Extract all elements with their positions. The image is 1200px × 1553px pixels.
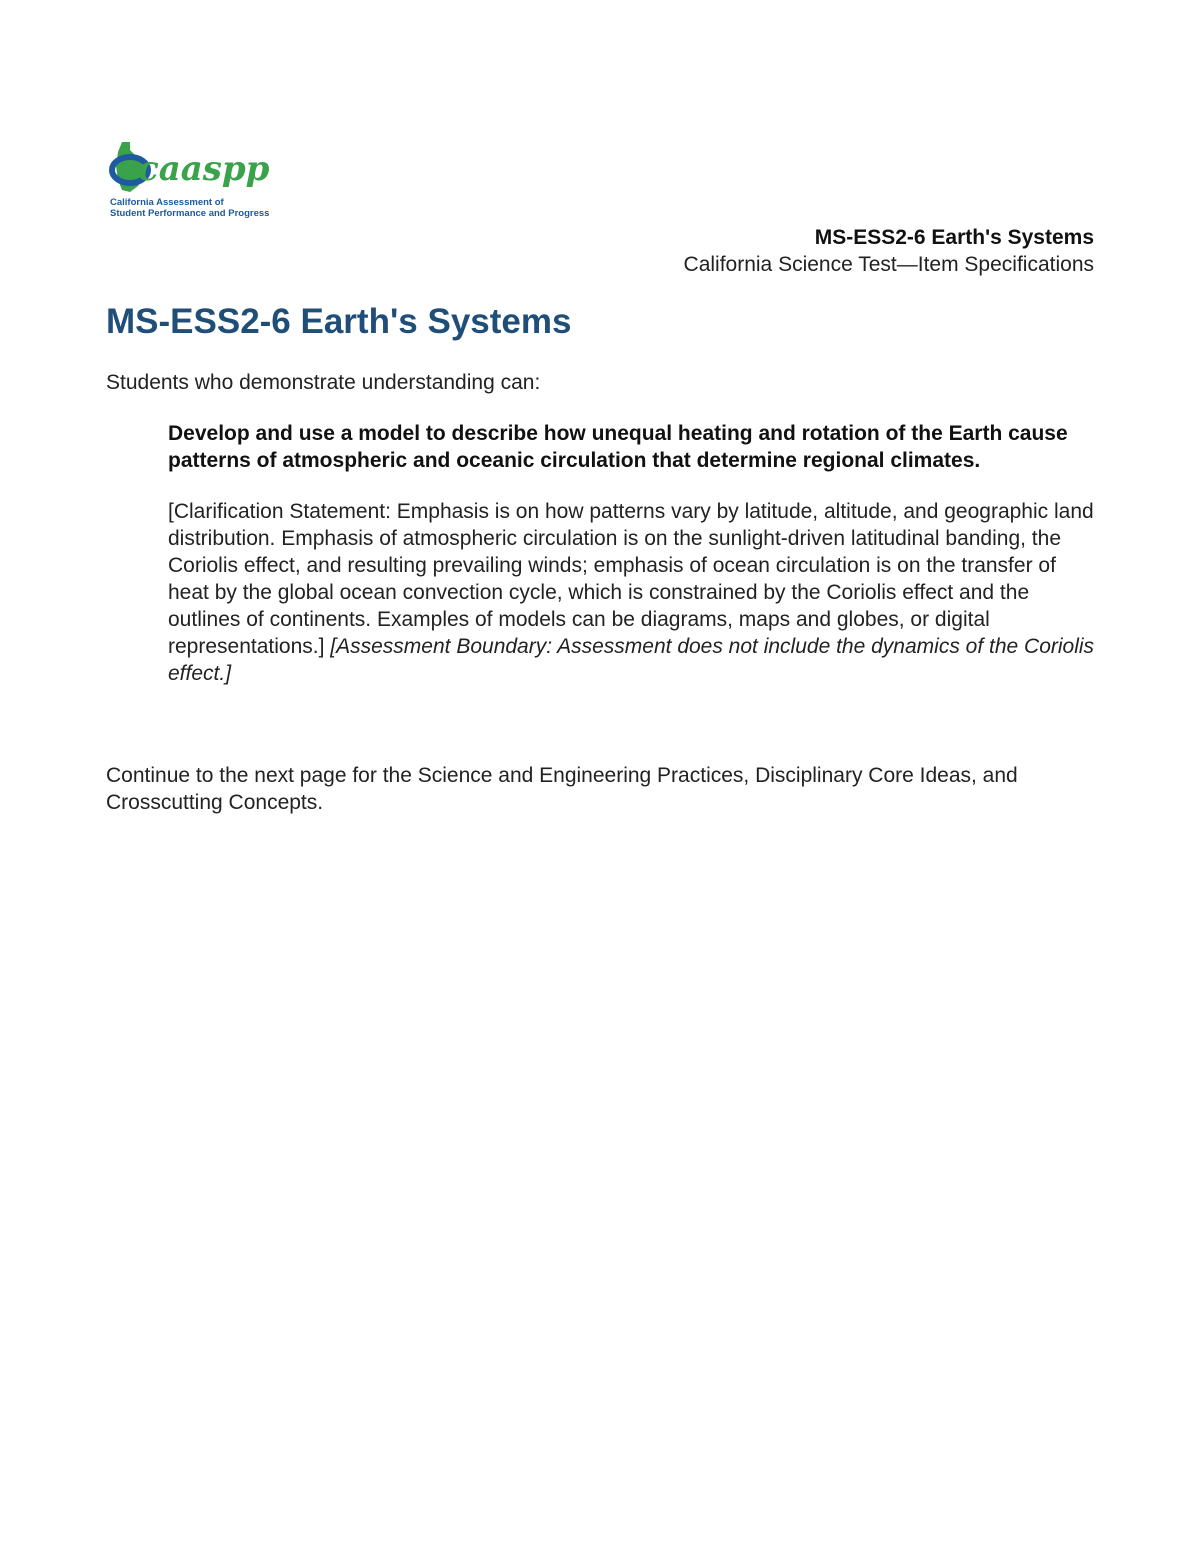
clarification-paragraph (168, 498, 1096, 687)
logo-tagline-line1: California Assessment of (110, 197, 224, 208)
running-head-title: MS-ESS2-6 Earth's Systems (814, 226, 1094, 249)
page-title: MS-ESS2-6 Earth's Systems (106, 302, 572, 341)
logo-wordmark: caaspp (138, 149, 270, 189)
running-head (684, 224, 1094, 278)
logo-tagline-line2: Student Performance and Progress (110, 208, 270, 219)
performance-expectation-block (168, 420, 1096, 687)
logo-tagline (110, 197, 269, 219)
running-head-subtitle: California Science Test—Item Specifications (683, 253, 1094, 276)
performance-expectation: Develop and use a model to describe how unequal heating and rotation of the Earth cause patterns of atmospheric and oceanic circulation that determine regional climates. (168, 422, 1068, 472)
assessment-boundary: [Assessment Boundary: Assessment does not include the dynamics of the Coriolis effect.] (168, 635, 1095, 685)
intro-text: Students who demonstrate understanding can: (106, 371, 541, 394)
continue-note: Continue to the next page for the Science and Engineering Practices, Disciplinary Core Ideas, and Crosscutting Concepts. (106, 764, 1018, 814)
clarification-statement: [Clarification Statement: Emphasis is on how patterns vary by latitude, altitude, and geographic land distribution. Emphasis of atmospheric circulation is on the sunlight-driven latitudinal banding, the Coriolis effect, and resulting prevailing winds; emphasis of ocean circulation is on the transfer of heat by the global ocean convection cycle, which is constrained by the Coriolis effect and the outlines of continents. Examples of models can be diagrams, maps and globes, or digital representations.] (168, 500, 1094, 658)
